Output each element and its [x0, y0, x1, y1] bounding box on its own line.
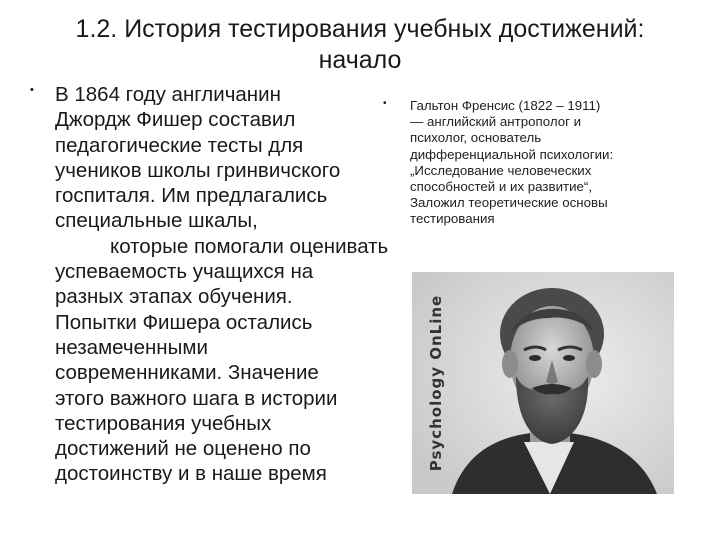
bullet-marker-left: • [30, 84, 34, 96]
text-line: современниками. Значение [55, 361, 319, 385]
text-line: дифференциальной психологии: [410, 146, 614, 162]
text-line: разных этапах обучения. [55, 285, 293, 309]
text-line: достоинству и в наше время [55, 462, 327, 486]
text-line: госпиталя. Им предлагались [55, 184, 328, 208]
text-line: успеваемость учащихся на [55, 260, 314, 284]
text-line: педагогические тесты для [55, 133, 304, 157]
portrait-watermark: Psychology OnLine [427, 294, 445, 472]
text-line: тестирования учебных [55, 411, 272, 435]
text-line: тестирования [410, 211, 495, 227]
text-line: Попытки Фишера остались [55, 310, 313, 334]
galton-portrait [412, 272, 674, 494]
text-line: способностей и их развитие“, [410, 179, 593, 195]
text-line: этого важного шага в истории [55, 386, 338, 410]
portrait-drawing [412, 272, 674, 494]
text-line: специальные шкалы, [55, 209, 258, 233]
galton-paragraph [410, 98, 700, 228]
text-line: Заложил теоретические основы [410, 195, 608, 211]
text-line: которые помогали оценивать [110, 234, 389, 258]
title-line-1: 1.2. История тестирования учебных достижений: [75, 15, 645, 43]
slide-title [20, 14, 700, 76]
fisher-paragraph [55, 82, 395, 487]
text-line: — английский антрополог и [410, 114, 582, 130]
text-line: психолог, основатель [410, 130, 542, 146]
title-line-2: начало [318, 46, 402, 74]
text-line: Гальтон Френсис (1822 – 1911) [410, 98, 601, 113]
text-line: достижений не оценено по [55, 437, 311, 461]
text-line: „Исследование человеческих [410, 162, 592, 178]
text-line: В 1864 году англичанин [55, 83, 281, 106]
text-line: незамеченными [55, 335, 208, 359]
bullet-marker-right: • [383, 98, 387, 109]
text-line: Джордж Фишер составил [55, 108, 296, 132]
text-line: учеников школы гринвичского [55, 158, 341, 182]
